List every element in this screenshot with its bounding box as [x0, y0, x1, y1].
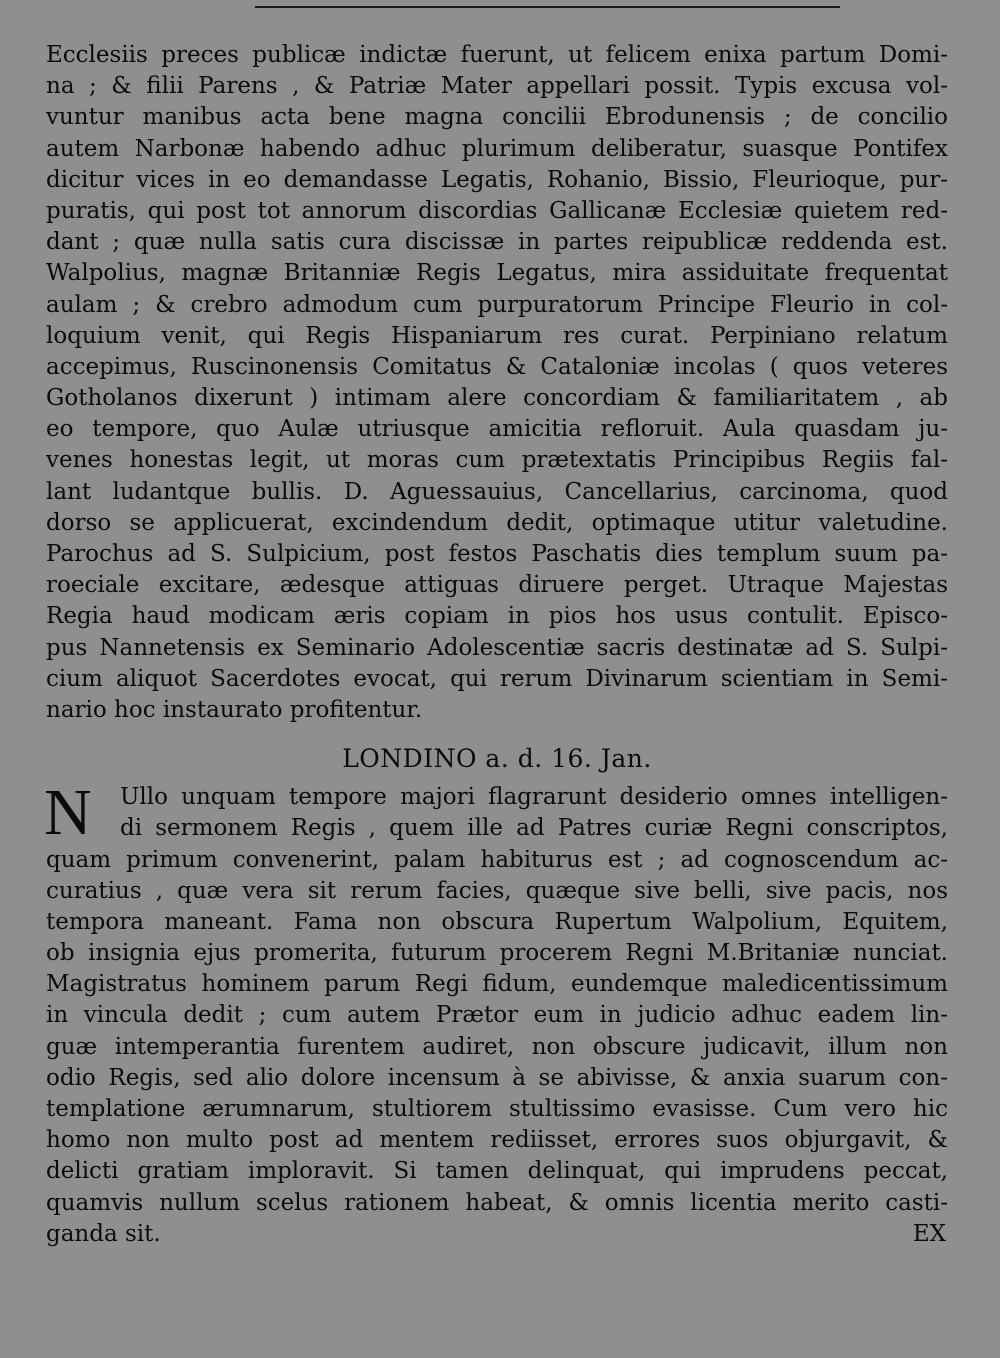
text-line: dicitur vices in eo demandasse Legatis, Rohanio, Bissio, Fleurioque, pur- [46, 166, 948, 193]
text-line-last: ganda sit. [46, 1220, 161, 1247]
text-line: Parochus ad S. Sulpicium, post festos Paschatis dies templum suum pa- [46, 541, 948, 567]
text-line: odio Regis, sed alio dolore incensum à se abivisse, & anxia suarum con- [46, 1064, 948, 1091]
top-rule [255, 6, 840, 8]
text-line: accepimus, Ruscinonensis Comitatus & Cataloniæ incolas ( quos veteres [46, 353, 948, 380]
text-line: quamvis nullum scelus rationem habeat, & omnis licentia merito casti- [46, 1189, 948, 1216]
text-line: cium aliquot Sacerdotes evocat, qui rerum Divinarum scientiam in Semi- [46, 665, 948, 692]
text-line: homo non multo post ad mentem rediisset, errores suos objurgavit, & [46, 1127, 948, 1154]
text-line: curatius , quæ vera sit rerum facies, quæque sive belli, sive pacis, nos [46, 877, 948, 904]
drop-cap: N [44, 776, 92, 850]
paragraph-london-body [46, 845, 948, 1219]
catchword: EX [912, 1220, 946, 1247]
text-line: quam primum convenerint, palam habiturus est ; ad cognoscendum ac- [46, 846, 948, 873]
text-line: vuntur manibus acta bene magna concilii Ebrodunensis ; de concilio [46, 104, 948, 131]
paragraph-london-news [44, 776, 948, 1250]
text-line: delicti gratiam imploravit. Si tamen delinquat, qui imprudens peccat, [46, 1158, 948, 1185]
page-text [46, 40, 948, 1250]
text-line: Ecclesiis preces publicæ indictæ fuerunt, ut felicem enixa partum Domi- [46, 42, 948, 68]
text-line: Ullo unquam tempore majori flagrarunt desiderio omnes intelligen- [120, 784, 948, 811]
text-line: Magistratus hominem parum Regi fidum, eundemque maledicentissimum [46, 971, 948, 998]
dateline-heading: LONDINO a. d. 16. Jan. [342, 744, 652, 774]
text-line: in vincula dedit ; cum autem Prætor eum in judicio adhuc eadem lin- [46, 1002, 948, 1029]
text-line: templatione ærumnarum, stultiorem stultissimo evasisse. Cum vero hic [46, 1096, 948, 1122]
text-line: Gotholanos dixerunt ) intimam alere concordiam & familiaritatem , ab [46, 385, 948, 412]
paragraph-paris-news [46, 40, 948, 726]
text-line: Regia haud modicam æris copiam in pios hos usus contulit. Episco- [46, 603, 948, 630]
text-line: aulam ; & crebro admodum cum purpuratorum Principe Fleurio in col- [46, 291, 948, 318]
text-line: lant ludantque bullis. D. Aguessauius, Cancellarius, carcinoma, quod [46, 478, 948, 505]
text-line: puratis, qui post tot annorum discordias Gallicanæ Ecclesiæ quietem red- [46, 197, 948, 224]
text-line: ob insignia ejus promerita, futurum procerem Regni M.Britaniæ nunciat. [46, 940, 948, 967]
text-line: dorso se applicuerat, excindendum dedit, optimaque utitur valetudine. [46, 509, 948, 536]
text-line: Walpolius, magnæ Britanniæ Regis Legatus, mira assiduitate frequentat [46, 260, 948, 287]
text-line: autem Narbonæ habendo adhuc plurimum deliberatur, suasque Pontifex [46, 135, 948, 162]
text-line: eo tempore, quo Aulæ utriusque amicitia refloruit. Aula quasdam ju- [46, 416, 948, 443]
text-line: loquium venit, qui Regis Hispaniarum res curat. Perpiniano relatum [46, 322, 948, 349]
text-line: roeciale excitare, ædesque attiguas diruere perget. Utraque Majestas [46, 572, 948, 599]
text-line: guæ intemperantia furentem audiret, non obscure judicavit, illum non [46, 1033, 948, 1060]
text-line: tempora maneant. Fama non obscura Rupertum Walpolium, Equitem, [46, 908, 948, 935]
text-line: pus Nannetensis ex Seminario Adolescentiæ sacris destinatæ ad S. Sulpi- [46, 634, 948, 661]
text-line: dant ; quæ nulla satis cura discissæ in partes reipublicæ reddenda est. [46, 229, 948, 256]
final-line-row [46, 1219, 948, 1250]
text-line: na ; & filii Parens , & Patriæ Mater appellari possit. Typis excusa vol- [46, 73, 948, 100]
text-line: di sermonem Regis , quem ille ad Patres curiæ Regni conscriptos, [120, 815, 948, 842]
text-line: venes honestas legit, ut moras cum prætextatis Principibus Regiis fal- [46, 447, 948, 474]
text-line: nario hoc instaurato profitentur. [46, 696, 423, 723]
